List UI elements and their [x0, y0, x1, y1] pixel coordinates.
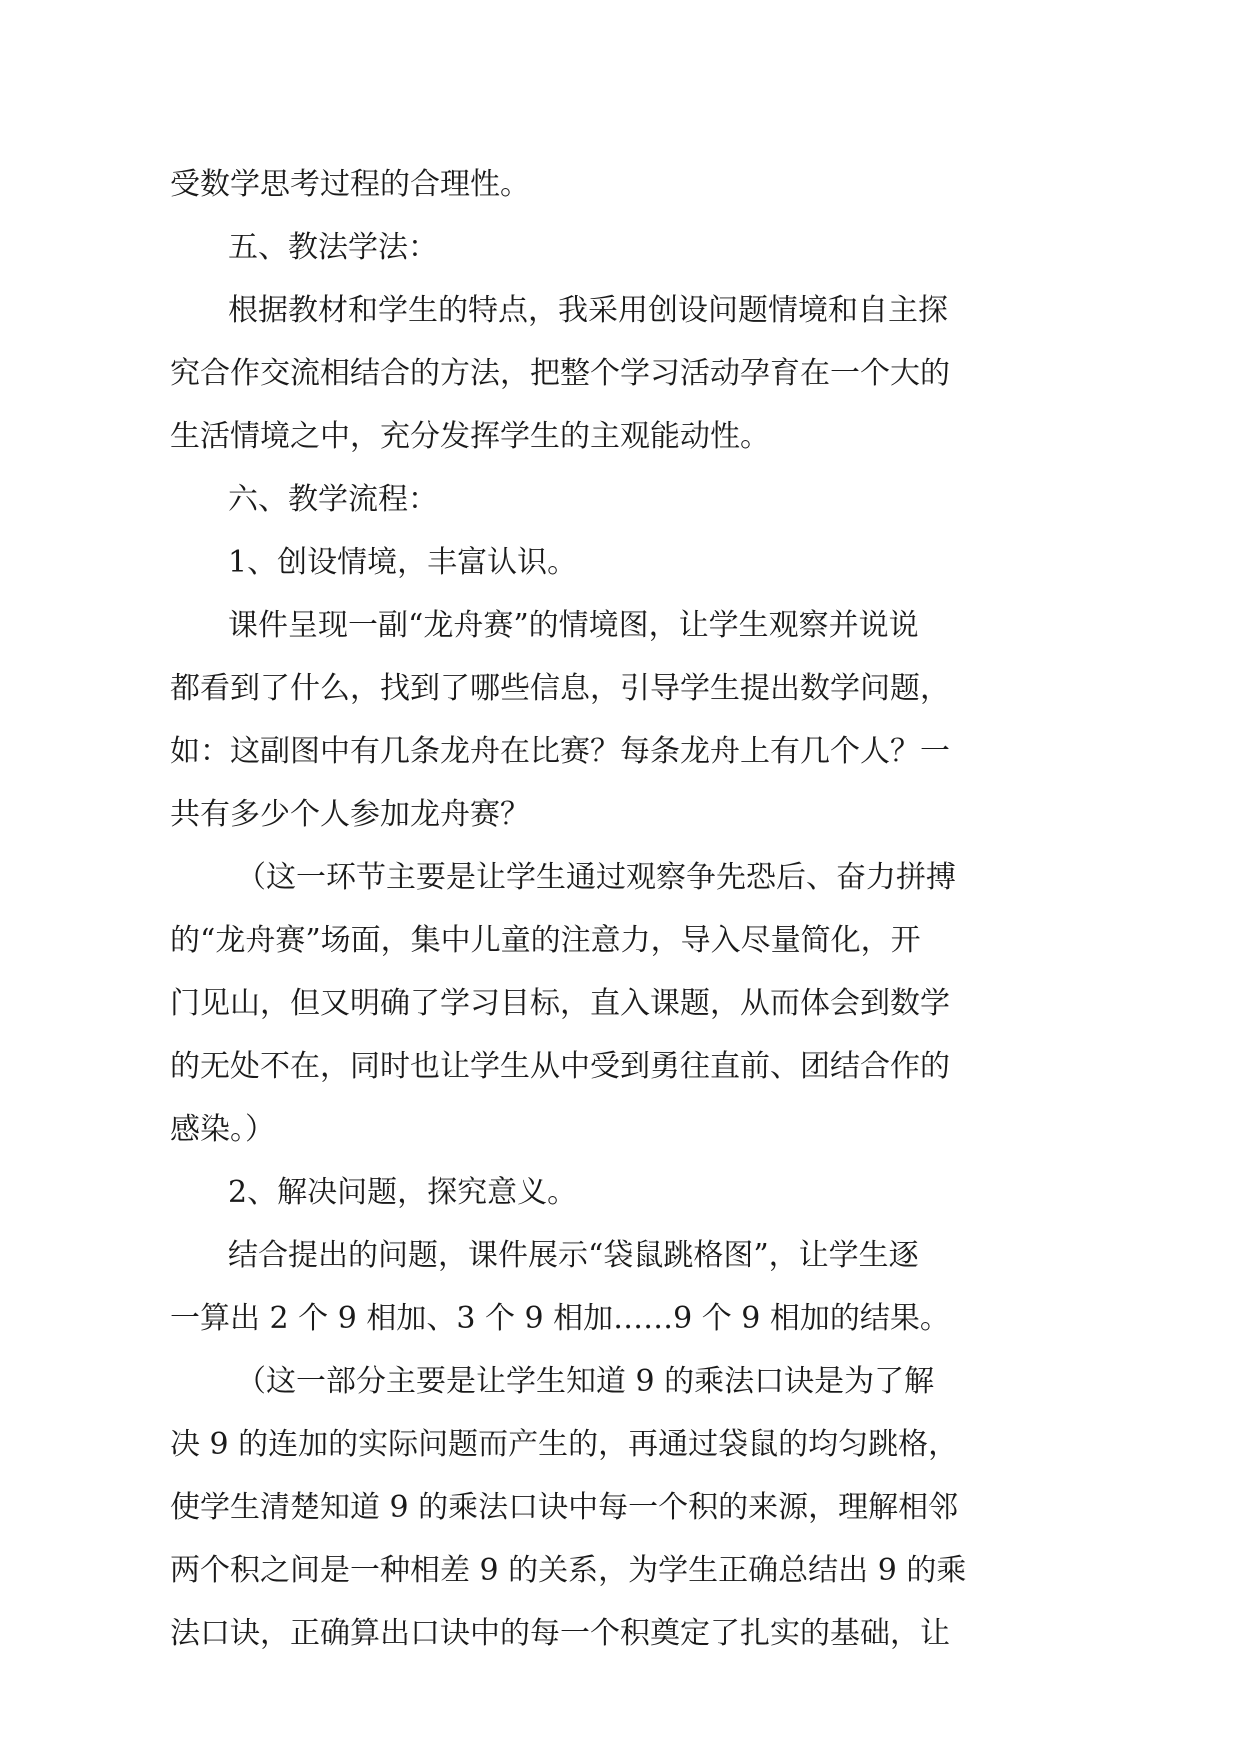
text-line: （这一部分主要是让学生知道 9 的乘法口诀是为了解	[236, 1364, 935, 1399]
text-line: 决 9 的连加的实际问题而产生的，再通过袋鼠的均匀跳格，	[170, 1427, 959, 1462]
subsection-heading: 2、解决问题，探究意义。	[228, 1175, 578, 1210]
text-line: 的无处不在，同时也让学生从中受到勇往直前、团结合作的	[170, 1049, 950, 1084]
text-line: 课件呈现一副“龙舟赛”的情境图，让学生观察并说说	[228, 608, 919, 643]
text-line: 究合作交流相结合的方法，把整个学习活动孕育在一个大的	[170, 356, 950, 391]
text-line: 结合提出的问题，课件展示“袋鼠跳格图”，让学生逐	[228, 1238, 919, 1273]
section-heading: 六、教学流程：	[228, 482, 438, 517]
text-line: 受数学思考过程的合理性。	[170, 167, 530, 202]
text-line: 如：这副图中有几条龙舟在比赛？每条龙舟上有几个人？一	[170, 734, 950, 769]
text-line: 生活情境之中，充分发挥学生的主观能动性。	[170, 419, 770, 454]
text-line: 的“龙舟赛”场面，集中儿童的注意力，导入尽量简化，开	[170, 923, 921, 958]
text-line: 都看到了什么，找到了哪些信息，引导学生提出数学问题，	[170, 671, 950, 706]
section-heading: 五、教法学法：	[228, 230, 438, 265]
subsection-heading: 1、创设情境，丰富认识。	[228, 545, 578, 580]
text-line: 共有多少个人参加龙舟赛？	[170, 797, 530, 832]
text-line: 门见山，但又明确了学习目标，直入课题，从而体会到数学	[170, 986, 950, 1021]
text-line: 根据教材和学生的特点，我采用创设问题情境和自主探	[228, 293, 948, 328]
text-line: 感染。）	[170, 1112, 275, 1147]
text-line: 法口诀，正确算出口诀中的每一个积奠定了扎实的基础，让	[170, 1616, 950, 1651]
text-line: 使学生清楚知道 9 的乘法口诀中每一个积的来源，理解相邻	[170, 1490, 959, 1525]
text-line: 一算出 2 个 9 相加、3 个 9 相加……9 个 9 相加的结果。	[170, 1301, 950, 1336]
text-line: （这一环节主要是让学生通过观察争先恐后、奋力拼搏	[236, 860, 956, 895]
text-line: 两个积之间是一种相差 9 的关系，为学生正确总结出 9 的乘	[170, 1553, 967, 1588]
